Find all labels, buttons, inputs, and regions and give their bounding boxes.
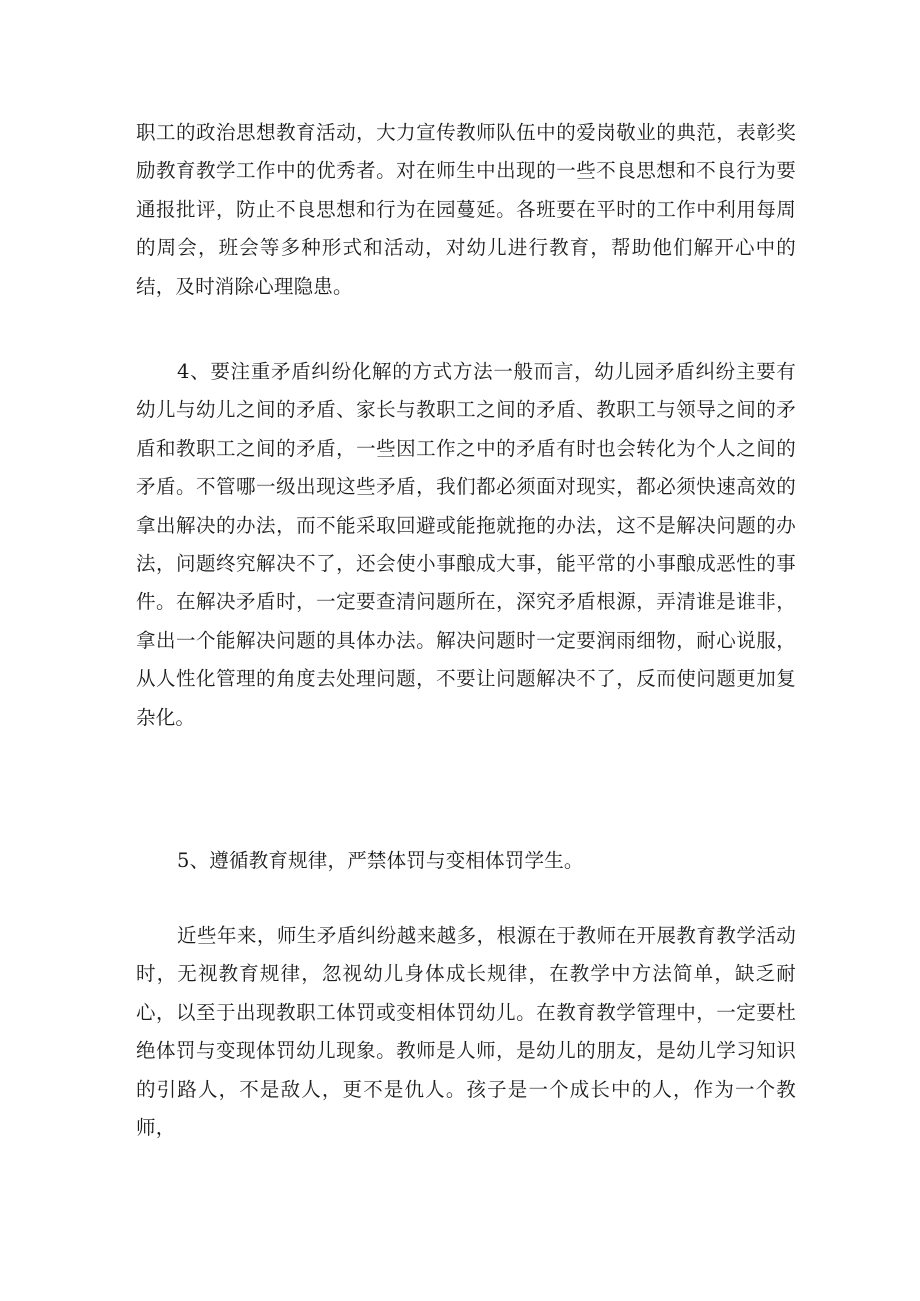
paragraph-section-5-heading: 5、遵循教育规律，严禁体罚与变相体罚学生。 — [177, 849, 584, 872]
paragraph-continuation: 职工的政治思想教育活动，大力宣传教师队伍中的爱岗敬业的典范，表彰奖励教育教学工作中的优秀者。对在师生中出现的一些不良思想和不良行为要通报批评，防止不良思想和行为在园蔓延。各班要在平时的工作中利用每周的周会，班会等多种形式和活动，对幼儿进行教育，帮助他们解开心中的结，及时消除心理隐患。 — [136, 121, 796, 298]
paragraph-section-5-body: 近些年来，师生矛盾纠纷越来越多，根源在于教师在开展教育教学活动时，无视教育规律，忽视幼儿身体成长规律，在教学中方法简单，缺乏耐心，以至于出现教职工体罚或变相体罚幼儿。在教育教学管理中，一定要杜绝体罚与变现体罚幼儿现象。教师是人师，是幼儿的朋友，是幼儿学习知识的引路人，不是敌人，更不是仇人。孩子是一个成长中的人，作为一个教师， — [136, 924, 796, 1140]
paragraph-section-4: 4、要注重矛盾纠纷化解的方式方法一般而言，幼儿园矛盾纠纷主要有幼儿与幼儿之间的矛盾、家长与教职工之间的矛盾、教职工与领导之间的矛盾和教职工之间的矛盾，一些因工作之中的矛盾有时也会转化为个人之间的矛盾。不管哪一级出现这些矛盾，我们都必须面对现实，都必须快速高效的拿出解决的办法，而不能采取回避或能拖就拖的办法，这不是解决问题的办法，问题终究解决不了，还会使小事酿成大事，能平常的小事酿成恶性的事件。在解决矛盾时，一定要查清问题所在，深究矛盾根源，弄清谁是谁非，拿出一个能解决问题的具体办法。解决问题时一定要润雨细物，耐心说服，从人性化管理的角度去处理问题，不要让问题解决不了，反而使问题更加复杂化。 — [136, 360, 796, 729]
